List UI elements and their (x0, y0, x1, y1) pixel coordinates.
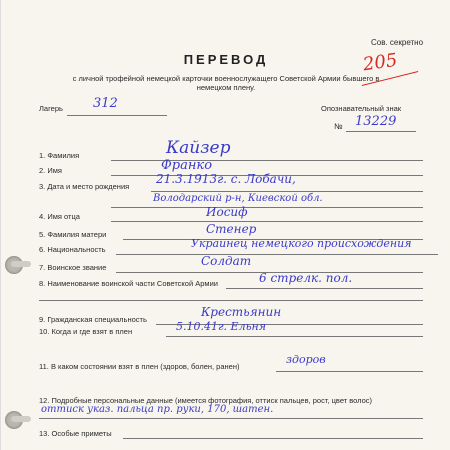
binder-hole-top (5, 256, 23, 274)
field-line (111, 160, 423, 161)
field-line (166, 336, 423, 337)
field-line (111, 221, 423, 222)
field-rank-label: 7. Воинское звание (39, 263, 107, 272)
field-father-value: Иосиф (206, 205, 248, 219)
document-subtitle: с личной трофейной немецкой карточки военнослужащего Советской Армии бывшего в немецком плену. (72, 74, 380, 92)
field-birth-label: 3. Дата и место рождения (39, 182, 130, 191)
field-captured-label: 10. Когда и где взят в плен (39, 327, 133, 336)
ident-label: Опознавательный знак (321, 104, 402, 113)
field-line (151, 191, 423, 192)
field-unit-value: 6 стрелк. пол. (259, 271, 353, 285)
camp-label: Лагерь (39, 104, 63, 113)
field-surname-value: Кайзер (166, 138, 231, 158)
ident-line (346, 131, 416, 132)
field-profession-value: Крестьянин (201, 305, 282, 319)
field-condition-value: здоров (286, 353, 326, 366)
field-mother-value: Стенер (206, 222, 257, 236)
field-line (116, 254, 438, 255)
field-line (276, 371, 423, 372)
camp-value: 312 (93, 96, 118, 111)
archive-number: 205 (361, 49, 399, 76)
field-captured-value: 5.10.41г. Ельня (176, 320, 267, 333)
field-nationality-label: 6. Национальность (39, 245, 106, 254)
field-personal-value: оттиск указ. пальца пр. руки, 170, шатен. (41, 404, 274, 415)
binder-hole-bottom (5, 411, 23, 429)
document-title: ПЕРЕВОД (183, 52, 269, 67)
ident-prefix: № (334, 122, 343, 131)
field-line (226, 288, 423, 289)
field-personal-label: 12. Подробные персональные данные (имеется фотография, оттиск пальцев, рост, цвет волос) (39, 396, 373, 405)
field-name-value: Франко (161, 158, 213, 173)
field-nationality-value: Украинец немецкого происхождения (191, 237, 412, 250)
ident-value: 13229 (355, 114, 397, 129)
field-birth-value: 21.3.1913г. с. Лобачи, (156, 172, 296, 186)
field-line (111, 207, 423, 208)
field-line (39, 418, 423, 419)
field-name-label: 2. Имя (39, 166, 62, 175)
field-features-label: 13. Особые приметы (39, 429, 112, 438)
field-line (123, 438, 423, 439)
field-condition-label: 11. В каком состоянии взят в плен (здоров, болен, ранен) (39, 362, 240, 371)
field-mother-label: 5. Фамилия матери (39, 230, 107, 239)
camp-line (67, 115, 167, 116)
field-profession-label: 9. Гражданская специальность (39, 315, 147, 324)
field-rank-value: Солдат (201, 254, 252, 268)
field-line (39, 300, 423, 301)
field-unit-label: 8. Наименование воинской части Советской Армии (39, 279, 218, 288)
field-surname-label: 1. Фамилия (39, 151, 80, 160)
field-father-label: 4. Имя отца (39, 212, 80, 221)
field-birth-value-2: Володарский р-н, Киевской обл. (153, 193, 323, 204)
classification-stamp: Сов. секретно (371, 38, 424, 47)
